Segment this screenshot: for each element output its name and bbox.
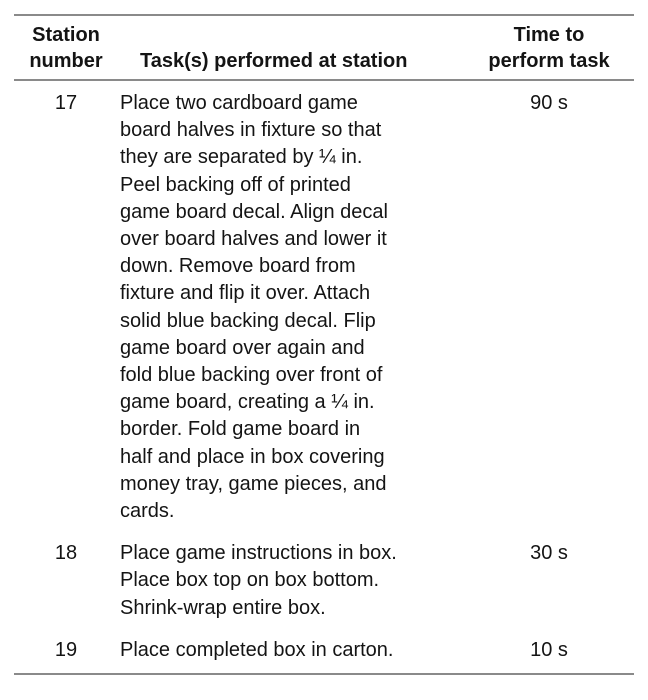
- task-description-cell: [118, 535, 464, 629]
- header-time: [464, 15, 634, 80]
- task-line: over board halves and lower it: [120, 228, 387, 251]
- task-line: game board decal. Align decal: [120, 200, 388, 223]
- task-line: game board, creating a ¼ in.: [120, 391, 375, 414]
- task-time-cell: 90 s: [530, 92, 568, 114]
- task-line: game board over again and: [120, 336, 365, 359]
- task-line: Peel backing off of printed: [120, 173, 351, 196]
- task-line: money tray, game pieces, and: [120, 472, 387, 495]
- header-station-line-1: Station: [32, 24, 100, 46]
- header-tasks: Task(s) performed at station: [140, 50, 408, 72]
- task-line: they are separated by ¼ in.: [120, 146, 363, 169]
- task-description-cell: [118, 629, 464, 674]
- task-time-cell: 30 s: [530, 542, 568, 565]
- task-line: Place two cardboard game: [120, 92, 358, 114]
- task-line: solid blue backing decal. Flip: [120, 309, 376, 332]
- header-station-line-2: number: [29, 50, 103, 72]
- station-task-table: [14, 14, 634, 675]
- task-line: half and place in box covering: [120, 445, 385, 468]
- station-number-cell: 18: [54, 542, 78, 565]
- header-row: [14, 15, 634, 80]
- task-line: border. Fold game board in: [120, 418, 361, 441]
- station-number-cell: 19: [54, 638, 78, 661]
- header-time-line-2: perform task: [488, 50, 610, 72]
- table-body: [14, 80, 634, 674]
- station-number-cell: 17: [54, 92, 78, 114]
- task-line: cards.: [120, 500, 175, 523]
- table-row: [14, 629, 634, 674]
- task-line: Place completed box in carton.: [120, 638, 394, 661]
- table-row: [14, 535, 634, 629]
- table-row: [14, 80, 634, 535]
- header-time-line-1: Time to: [513, 24, 585, 46]
- task-line: Place box top on box bottom.: [120, 569, 380, 592]
- task-line: fold blue backing over front of: [120, 364, 383, 387]
- task-line: Shrink-wrap entire box.: [120, 596, 326, 619]
- table-header: [14, 15, 634, 80]
- task-description-cell: [118, 80, 464, 535]
- task-time-cell: 10 s: [530, 638, 568, 661]
- task-line: fixture and flip it over. Attach: [120, 282, 371, 305]
- task-line: Place game instructions in box.: [120, 542, 397, 565]
- task-line: board halves in fixture so that: [120, 119, 382, 142]
- header-station-number: [14, 15, 118, 80]
- task-line: down. Remove board from: [120, 255, 356, 278]
